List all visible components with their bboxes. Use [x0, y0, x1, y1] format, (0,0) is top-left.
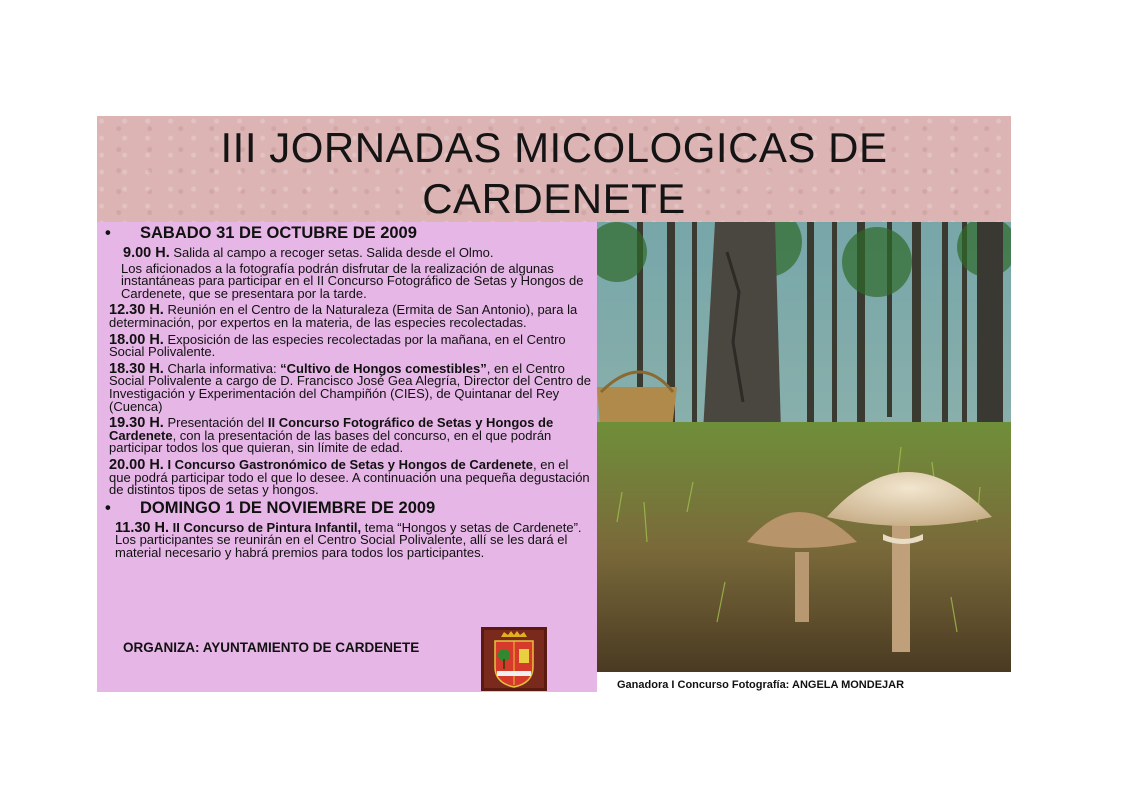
bullet: •	[105, 224, 111, 242]
forest-mushroom-photo	[597, 222, 1011, 672]
entry-extra: Los aficionados a la fotografía podrán disfrutar de la realización de algunas instantáneas para participar en el II Concurso Fotográfico de Setas y Hongos de Cardenete, que se presentara por la tarde.	[121, 260, 584, 301]
entry-text: Reunión en el Centro de la Naturaleza (Ermita de San Antonio), para la determinación, por expertos en la materia, de las especies recolectadas.	[109, 302, 578, 330]
entry-time: 19.30 H.	[109, 415, 164, 432]
poster	[97, 116, 1011, 692]
entry-text: Salida al campo a recoger setas. Salida desde el Olmo.	[173, 245, 494, 260]
bullet: •	[105, 498, 111, 517]
photo-caption: Ganadora I Concurso Fotografía: ANGELA MONDEJAR	[617, 679, 905, 691]
title-line-1: III JORNADAS MICOLOGICAS DE	[220, 124, 888, 171]
entry-time: 18.00 H.	[109, 331, 164, 348]
town-coat-of-arms	[481, 627, 547, 691]
schedule-entry	[109, 456, 591, 498]
entry-time: 18.30 H.	[109, 360, 164, 377]
entry-time: 20.00 H.	[109, 456, 164, 473]
entry-time: 9.00 H.	[123, 245, 170, 261]
poster-title	[97, 116, 1011, 224]
entry-text: , con la presentación de las bases del concurso, en el que podrán participar todos los que quieran, sin límite de edad.	[109, 427, 552, 456]
organizer-line: ORGANIZA: AYUNTAMIENTO DE CARDENETE	[123, 640, 420, 655]
schedule-entry	[123, 247, 591, 300]
entry-text: , en el que podrá participar todo el que lo desee. A continuación una pequeña degustación de distintos tipos de setas y hongos.	[109, 456, 590, 498]
entry-time: 12.30 H.	[109, 302, 164, 319]
entry-text: , en el Centro Social Polivalente a cargo de D. Francisco José Gea Alegría, Director del Centro de Investigación y Experimentación del Champiñón (CIES), de Quintanar del Rey (Cuenca)	[109, 360, 591, 414]
entry-text: tema “Hongos y setas de Cardenete”. Los participantes se reunirán en el Centro Social Polivalente, allí se les dará el material necesario y habrá premios para todos los participantes.	[115, 519, 582, 560]
day-heading-saturday	[105, 224, 597, 243]
schedule-entry	[109, 304, 591, 329]
talk-title: “Cultivo de Hongos comestibles”	[280, 360, 487, 376]
entry-text: Presentación del	[167, 415, 268, 431]
entry-text: Exposición de las especies recolectadas por la mañana, en el Centro Social Polivalente.	[109, 331, 566, 360]
day-label: DOMINGO 1 DE NOVIEMBRE DE 2009	[140, 498, 436, 517]
contest-name: II Concurso de Pintura Infantil,	[172, 519, 362, 535]
title-banner	[97, 116, 1011, 222]
schedule-entry	[109, 360, 591, 414]
title-line-2: CARDENETE	[422, 175, 686, 222]
contest-name: I Concurso Gastronómico de Setas y Hongos de Cardenete	[167, 456, 533, 472]
day-label: SABADO 31 DE OCTUBRE DE 2009	[140, 224, 417, 242]
entry-time: 11.30 H.	[115, 519, 170, 536]
contest-name: II Concurso Fotográfico de Setas y Hongos de Cardenete	[109, 415, 554, 443]
photo-area	[597, 222, 1011, 672]
program-panel	[97, 222, 597, 692]
schedule-entry	[115, 519, 591, 560]
day-heading-sunday	[105, 499, 597, 518]
schedule-entry	[109, 331, 591, 360]
entry-text: Charla informativa:	[167, 360, 281, 376]
schedule-entry	[109, 417, 591, 455]
